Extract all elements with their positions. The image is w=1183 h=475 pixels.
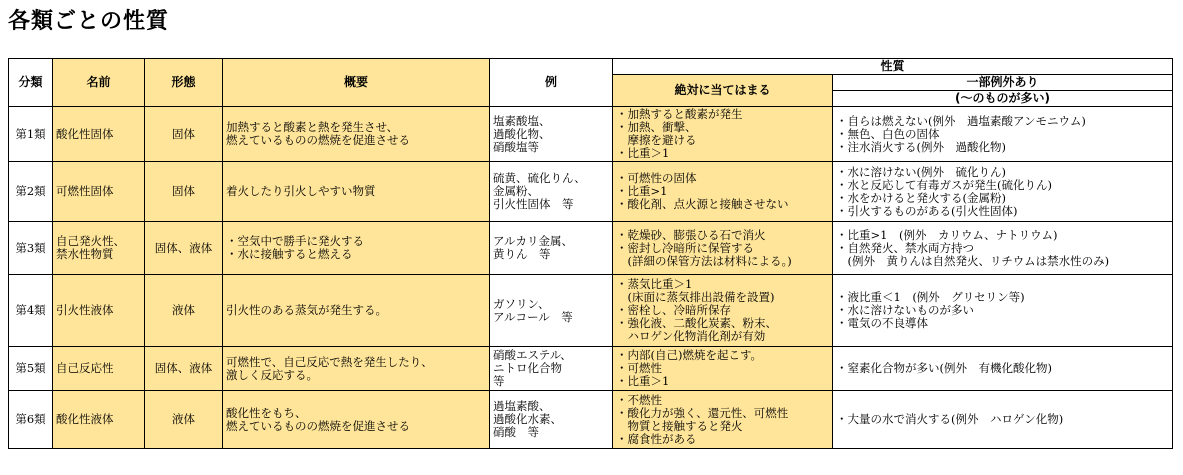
absolute-item: ・密封し冷暗所に保管する (616, 240, 754, 255)
absolute-cell (613, 107, 833, 162)
partial-item: ・電気の不良導体 (836, 316, 928, 330)
page-title: 各類ごとの性質 (8, 9, 170, 34)
partial-item: ・注水消火する(例外 過酸化物) (836, 139, 1006, 154)
summary-cell: 酸化性をもち、 燃えているものの燃焼を促進させる (223, 391, 490, 449)
absolute-item: ・密栓し、冷暗所保存 (616, 303, 731, 317)
name-cell: 酸化性液体 (53, 391, 145, 449)
absolute-item: ・比重＞1 (616, 146, 670, 160)
absolute-item: ・酸化力が強く、還元性、可燃性 (616, 405, 789, 420)
summary-cell: ・空気中で勝手に発火する ・水に接触すると燃える (223, 222, 490, 275)
header-properties: 性質 (613, 59, 1173, 75)
example-cell: 硫黄、硫化りん、 金属粉、 引火性固体 等 (490, 162, 613, 222)
absolute-cell (613, 275, 833, 347)
partial-item: ・水に溶けない(例外 硫化りん) (836, 164, 1006, 179)
partial-item: ・比重>1 (例外 カリウム、ナトリウム) (836, 227, 1058, 242)
header-partial-line1: 一部例外あり (833, 75, 1173, 91)
name-cell: 可燃性固体 (53, 162, 145, 222)
partial-item: ・自らは燃えない(例外 過塩素酸アンモニウム) (836, 113, 1086, 128)
absolute-item: ・不燃性 (616, 392, 662, 407)
form-cell: 固体、液体 (145, 222, 223, 275)
form-cell: 固体、液体 (145, 347, 223, 391)
absolute-item: ・腐食性がある (616, 431, 697, 446)
absolute-item: ・強化液、二酸化炭素、粉末、 (616, 316, 777, 330)
partial-item: ・大量の水で消火する(例外 ハロゲン化物) (836, 412, 1064, 426)
name-cell: 自己反応性 (53, 347, 145, 391)
class-cell: 第1類 (9, 107, 53, 162)
absolute-item: (詳細の保管方法は材料による。) (616, 253, 792, 268)
summary-cell: 引火性のある蒸気が発生する。 (223, 275, 490, 347)
partial-item: ・水と反応して有毒ガスが発生(硫化りん) (836, 177, 1052, 192)
absolute-item: ・加熱、衝撃、 (616, 120, 697, 134)
example-cell: 硝酸エステル、 ニトロ化合物 等 (490, 347, 613, 391)
table-row (9, 107, 1173, 162)
summary-cell: 着火したり引火しやすい物質 (223, 162, 490, 222)
partial-cell (833, 222, 1173, 275)
partial-item: ・水をかけると発火する(金属粉) (836, 190, 1006, 205)
class-cell: 第6類 (9, 391, 53, 449)
class-cell: 第3類 (9, 222, 53, 275)
class-cell: 第2類 (9, 162, 53, 222)
absolute-item: (床面に蒸気排出設備を設置) (616, 290, 775, 304)
partial-cell (833, 275, 1173, 347)
table-row (9, 391, 1173, 449)
partial-cell (833, 162, 1173, 222)
example-cell: アルカリ金属、 黄りん 等 (490, 222, 613, 275)
absolute-item: ・可燃性の固体 (616, 171, 697, 185)
absolute-cell (613, 162, 833, 222)
partial-item: ・引火するものがある(引火性固体) (836, 203, 1018, 218)
absolute-item: 摩擦を避ける (616, 133, 697, 147)
header-form: 形態 (145, 59, 223, 107)
partial-item: ・水に溶けないものが多い (836, 303, 974, 317)
absolute-cell (613, 222, 833, 275)
partial-item: ・窒素化合物が多い(例外 有機化酸化物) (836, 361, 1052, 375)
header-partial-line2: (～のものが多い) (833, 91, 1173, 107)
partial-item: ・自然発火、禁水両方持つ (836, 240, 974, 255)
absolute-item: ・可燃性 (616, 361, 662, 375)
properties-table (8, 58, 1173, 449)
partial-item: ・液比重＜1 (例外 グリセリン等) (836, 290, 1025, 304)
absolute-item: ・比重>1 (616, 184, 668, 198)
summary-cell: 加熱すると酸素と熱を発生させ、 燃えているものの燃焼を促進させる (223, 107, 490, 162)
absolute-item: ・酸化剤、点火源と接触させない (616, 197, 789, 211)
example-cell: 過塩素酸、 過酸化水素、 硝酸 等 (490, 391, 613, 449)
absolute-item: ・比重＞1 (616, 374, 670, 388)
header-example: 例 (490, 59, 613, 107)
header-class: 分類 (9, 59, 53, 107)
header-absolute: 絶対に当てはまる (613, 75, 833, 107)
summary-cell: 可燃性で、自己反応で熱を発生したり、 激しく反応する。 (223, 347, 490, 391)
partial-cell (833, 347, 1173, 391)
table-row (9, 222, 1173, 275)
absolute-item: ・蒸気比重＞1 (616, 277, 693, 291)
example-cell: ガソリン、 アルコール 等 (490, 275, 613, 347)
table-row (9, 347, 1173, 391)
form-cell: 固体 (145, 162, 223, 222)
absolute-cell (613, 347, 833, 391)
name-cell: 引火性液体 (53, 275, 145, 347)
form-cell: 液体 (145, 391, 223, 449)
table-row (9, 275, 1173, 347)
absolute-item: 物質と接触すると発火 (616, 418, 743, 433)
header-summary: 概要 (223, 59, 490, 107)
example-cell: 塩素酸塩、 過酸化物、 硝酸塩等 (490, 107, 613, 162)
absolute-item: ・内部(自己)燃焼を起こす。 (616, 348, 763, 362)
table-row (9, 162, 1173, 222)
partial-item: (例外 黄りんは自然発火、リチウムは禁水性のみ) (836, 253, 1110, 268)
class-cell: 第4類 (9, 275, 53, 347)
partial-cell (833, 107, 1173, 162)
absolute-cell (613, 391, 833, 449)
partial-cell (833, 391, 1173, 449)
form-cell: 液体 (145, 275, 223, 347)
class-cell: 第5類 (9, 347, 53, 391)
name-cell: 酸化性固体 (53, 107, 145, 162)
absolute-item: ・乾燥砂、膨張ひる石で消火 (616, 227, 766, 242)
partial-item: ・無色、白色の固体 (836, 126, 940, 141)
absolute-item: ・加熱すると酸素が発生 (616, 107, 743, 121)
form-cell: 固体 (145, 107, 223, 162)
name-cell: 自己発火性、 禁水性物質 (53, 222, 145, 275)
absolute-item: ハロゲン化物消化剤が有効 (616, 329, 766, 343)
header-name: 名前 (53, 59, 145, 107)
